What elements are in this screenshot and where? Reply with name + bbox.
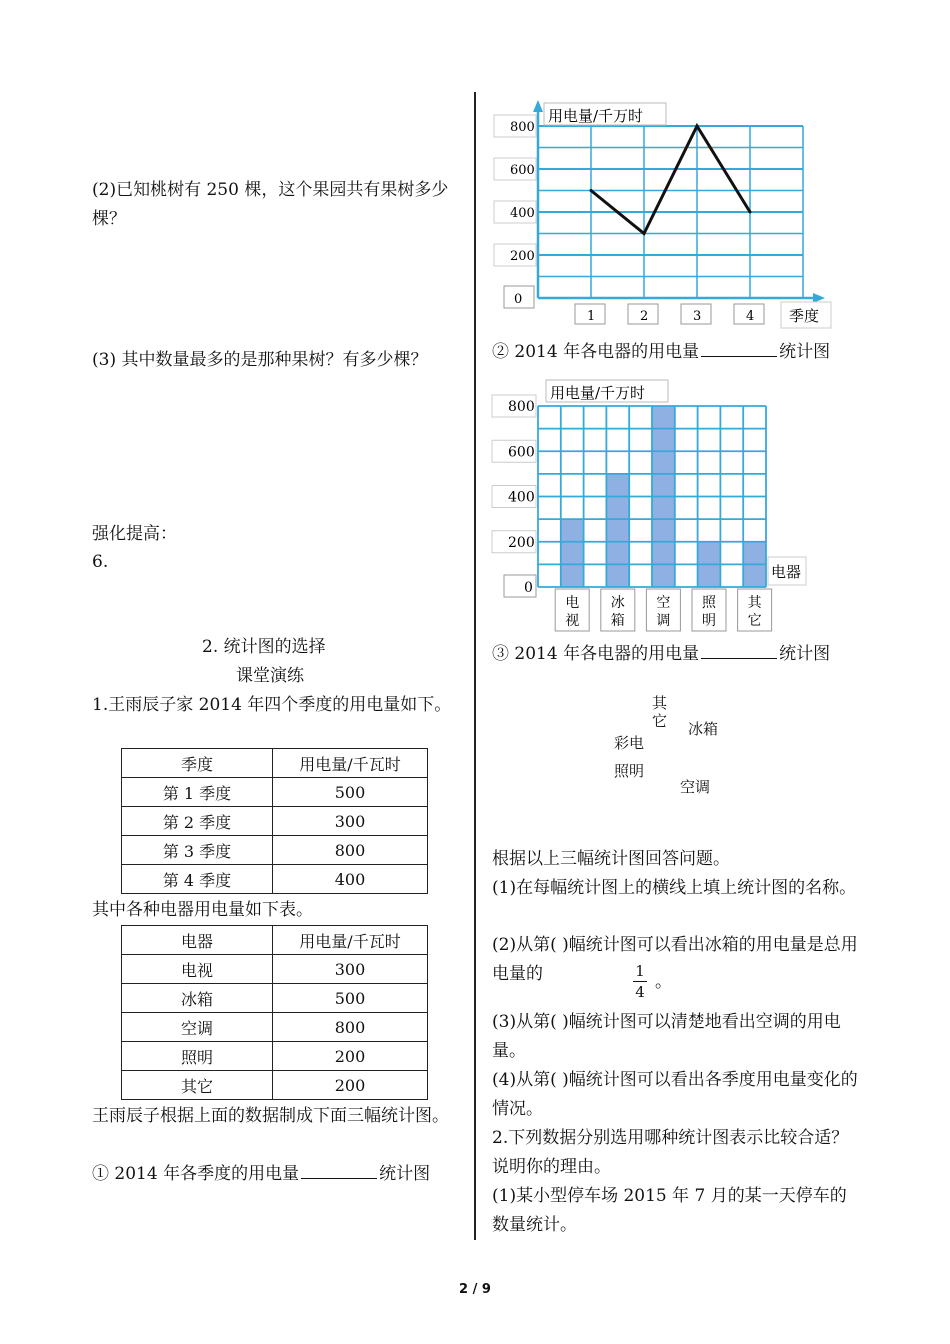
page-number: 2 / 9 — [459, 1282, 491, 1297]
caption-1-suffix: 统计图 — [379, 1164, 431, 1184]
answer-2 — [492, 931, 862, 989]
caption-3-prefix: ③ 2014 年各电器的用电量 — [492, 644, 700, 664]
table-cell: 冰箱 — [122, 984, 273, 1013]
y-tick-label: 800 — [510, 120, 535, 135]
table-header-row — [122, 749, 428, 778]
answer-2-suffix: 。 — [655, 972, 672, 992]
y-tick-label: 0 — [524, 580, 533, 596]
y-axis-arrow — [533, 100, 543, 112]
x-tick-label: 箱 — [610, 613, 625, 629]
y-tick-label: 400 — [508, 489, 535, 506]
y-tick-label: 400 — [510, 206, 535, 221]
caption-2-blank[interactable] — [701, 338, 777, 357]
fraction-one-quarter — [633, 962, 647, 1001]
x-tick-label: 1 — [587, 309, 596, 324]
bar — [606, 474, 629, 587]
section-title: 2. 统计图的选择 — [202, 637, 326, 657]
data-point — [590, 189, 593, 192]
table-header-row — [122, 926, 428, 955]
table-2-intro: 其中各种电器用电量如下表。 — [92, 900, 313, 920]
caption-2-prefix: ② 2014 年各电器的用电量 — [492, 342, 700, 362]
charts-made-text: 王雨辰子根据上面的数据制成下面三幅统计图。 — [92, 1106, 449, 1126]
pie-label-tv: 彩电 — [614, 734, 645, 752]
bar-chart — [486, 376, 816, 634]
x-axis-label: 季度 — [789, 307, 820, 325]
table-cell: 500 — [273, 984, 428, 1013]
x-tick-label: 2 — [640, 309, 649, 324]
answer-3: (3)从第( )幅统计图可以清楚地看出空调的用电量。 — [492, 1012, 841, 1061]
fraction-numerator: 1 — [635, 962, 645, 980]
table-cell: 第 3 季度 — [122, 836, 273, 865]
data-point — [643, 232, 646, 235]
table-row — [122, 984, 428, 1013]
table-cell: 300 — [273, 807, 428, 836]
table-cell: 电视 — [122, 955, 273, 984]
table-row — [122, 1042, 428, 1071]
y-tick-label: 600 — [508, 444, 535, 461]
table-row — [122, 955, 428, 984]
caption-2 — [492, 338, 830, 367]
table-cell: 800 — [273, 836, 428, 865]
y-tick-label: 200 — [508, 534, 535, 551]
question-2: (2)已知桃树有 250 棵，这个果园共有果树多少棵？ — [92, 180, 449, 229]
table-cell: 300 — [273, 955, 428, 984]
table-cell: 第 2 季度 — [122, 807, 273, 836]
caption-1-blank[interactable] — [301, 1160, 377, 1179]
section-subtitle: 课堂演练 — [236, 666, 304, 686]
caption-3 — [492, 640, 830, 669]
y-tick-label: 0 — [514, 292, 523, 307]
pie-chart-labels — [600, 690, 760, 800]
x-tick-label: 明 — [702, 613, 716, 629]
item-6: 6. — [92, 552, 109, 572]
caption-1-prefix: ① 2014 年各季度的用电量 — [92, 1164, 300, 1184]
table-cell: 800 — [273, 1013, 428, 1042]
exercise-1-intro: 1.王雨辰子家 2014 年四个季度的用电量如下。 — [92, 695, 452, 715]
y-tick-label: 200 — [510, 249, 535, 264]
exercise-2: 2.下列数据分别选用哪种统计图表示比较合适？说明你的理由。 — [492, 1128, 849, 1177]
x-tick-label: 调 — [656, 613, 671, 629]
table-header-cell: 用电量/千瓦时 — [273, 926, 428, 955]
x-tick-label: 它 — [747, 613, 762, 629]
x-tick-label: 照 — [702, 595, 716, 611]
y-axis-label: 用电量/千万时 — [548, 107, 644, 125]
answer-4: (4)从第( )幅统计图可以看出各季度用电量变化的情况。 — [492, 1070, 858, 1119]
bar — [561, 519, 584, 587]
table-cell: 400 — [273, 865, 428, 894]
table-cell: 200 — [273, 1071, 428, 1100]
question-3: (3) 其中数量最多的是那种果树？有多少棵？ — [92, 350, 428, 370]
table-row — [122, 1071, 428, 1100]
table-cell: 照明 — [122, 1042, 273, 1071]
data-point — [749, 211, 752, 214]
answer-intro: 根据以上三幅统计图回答问题。 — [492, 849, 730, 869]
x-tick-label: 3 — [693, 309, 702, 324]
table-cell: 第 1 季度 — [122, 778, 273, 807]
data-line — [591, 126, 750, 234]
x-tick-label: 视 — [565, 613, 580, 629]
caption-2-suffix: 统计图 — [779, 342, 831, 362]
pie-label-ac: 空调 — [680, 778, 711, 796]
x-tick-label: 电 — [565, 595, 580, 611]
pie-label-light: 照明 — [614, 762, 645, 780]
table-row — [122, 865, 428, 894]
y-axis-label: 用电量/千万时 — [550, 384, 646, 402]
table-row — [122, 1013, 428, 1042]
table-cell: 第 4 季度 — [122, 865, 273, 894]
table-cell: 其它 — [122, 1071, 273, 1100]
x-tick-label: 冰 — [610, 595, 625, 611]
line-chart — [486, 96, 836, 332]
table-header-cell: 季度 — [122, 749, 273, 778]
exercise-2-1: (1)某小型停车场 2015 年 7 月的某一天停车的数量统计。 — [492, 1186, 847, 1235]
table-row — [122, 807, 428, 836]
table-row — [122, 778, 428, 807]
pie-label-fridge: 冰箱 — [688, 720, 719, 738]
x-tick-label: 4 — [746, 309, 755, 324]
answer-2-text: (2)从第( )幅统计图可以看出冰箱的用电量是总用电量的 — [492, 935, 858, 984]
table-row — [122, 836, 428, 865]
caption-1 — [92, 1160, 430, 1189]
y-tick-label: 600 — [510, 163, 535, 178]
strengthen-heading: 强化提高： — [92, 524, 177, 544]
quarter-table — [121, 748, 428, 894]
table-header-cell: 电器 — [122, 926, 273, 955]
fraction-bar — [633, 981, 647, 982]
table-cell: 200 — [273, 1042, 428, 1071]
x-axis-label: 电器 — [771, 563, 802, 581]
table-cell: 空调 — [122, 1013, 273, 1042]
data-point — [696, 125, 699, 128]
table-header-cell: 用电量/千瓦时 — [273, 749, 428, 778]
x-tick-label: 空 — [656, 595, 671, 611]
fraction-denominator: 4 — [635, 983, 645, 1001]
answer-1: (1)在每幅统计图上的横线上填上统计图的名称。 — [492, 878, 857, 898]
pie-label-other: 其它 — [652, 694, 668, 730]
y-tick-label: 800 — [508, 399, 535, 415]
x-tick-label: 其 — [747, 595, 762, 611]
caption-3-suffix: 统计图 — [779, 644, 831, 664]
appliance-table — [121, 925, 428, 1100]
column-divider — [474, 92, 476, 1240]
caption-3-blank[interactable] — [701, 640, 777, 659]
table-cell: 500 — [273, 778, 428, 807]
